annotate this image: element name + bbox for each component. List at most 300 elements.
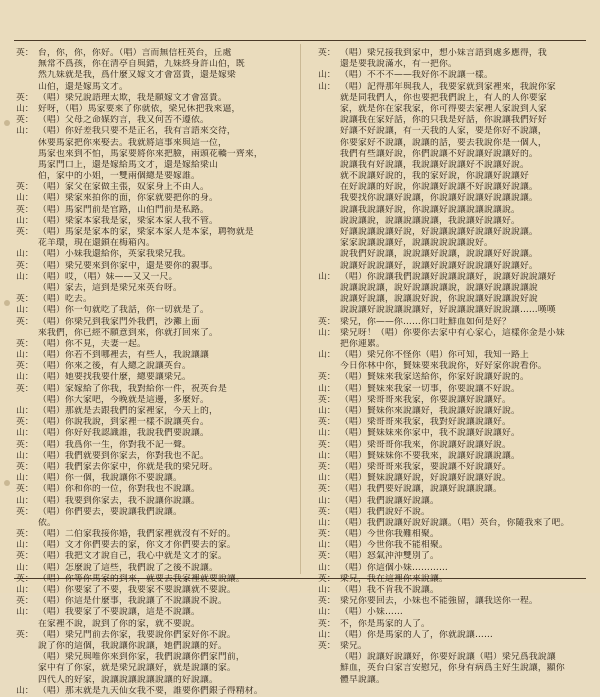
dialogue-text: （唱）梁家本家我是家，梁家本家人我不管。 — [38, 215, 218, 226]
dialogue-line — [16, 630, 288, 641]
dialogue-text: 說讓我在家好話，你的只我是好話，你說讓我們好好 — [340, 115, 547, 126]
speaker-label: 山： — [318, 81, 336, 92]
dialogue-text: （唱）梁兄說語理太欺，我是願嫁文才會富貴。 — [38, 92, 227, 103]
speaker-label: 山： — [16, 372, 34, 383]
dialogue-line — [318, 82, 590, 93]
dialogue-text: （唱）小妹我還給你，英家我梁兄我。 — [38, 249, 191, 260]
dialogue-text: 說讓說說讓，說好說讓說讓說，說讓好說讓說讓說 — [340, 282, 538, 293]
dialogue-line — [318, 428, 590, 439]
dialogue-text: 說讓我有好說讓，我說讓好說讓好不說讓好說。 — [340, 159, 529, 170]
speaker-label: 山： — [16, 305, 34, 316]
dialogue-line — [16, 328, 288, 339]
speaker-label: 山： — [16, 249, 34, 260]
speaker-label: 英： — [318, 596, 336, 607]
dialogue-line — [318, 630, 590, 641]
speaker-label: 山： — [318, 271, 336, 282]
dialogue-line — [16, 529, 288, 540]
dialogue-line — [16, 82, 288, 93]
dialogue-line — [318, 171, 590, 182]
dialogue-line — [16, 339, 288, 350]
dialogue-text: （唱）我爲你一生，你對我不記一聲。 — [38, 439, 191, 450]
speaker-label: 英： — [16, 294, 34, 305]
dialogue-text: 體早說讓。 — [340, 674, 385, 685]
dialogue-text: （唱）說讓好說讓好，你要好說讓（唱）梁兄爲我說讓 — [340, 652, 556, 663]
binding-hole — [4, 120, 10, 126]
dialogue-text: （唱）我們說讓好說好說讓。（唱）英台，你隨我來了吧。 — [340, 517, 570, 528]
speaker-label: 英： — [16, 338, 34, 349]
dialogue-line — [318, 93, 590, 104]
dialogue-text: （唱）梁兄要來到你家中，還是要你的親事。 — [38, 260, 218, 271]
dialogue-text: （唱）你要家了不要，我要家不要說讓就不要說。 — [38, 585, 236, 595]
dialogue-line — [318, 384, 590, 395]
dialogue-line — [318, 126, 590, 137]
dialogue-text: （唱）我們要好說讓，說讓好說讓說讓。 — [340, 484, 502, 495]
dialogue-line — [318, 551, 590, 562]
speaker-label: 英： — [16, 461, 34, 472]
dialogue-text: （唱）馬家是家本的家，梁家本家人是本家，聘物就是 — [38, 227, 254, 237]
dialogue-line — [16, 406, 288, 417]
dialogue-line — [16, 59, 288, 70]
dialogue-text: （唱）賢妹你來說讓好，我說讓好說讓好說。 — [340, 406, 520, 416]
dialogue-line — [16, 216, 288, 227]
speaker-label: 英： — [318, 439, 336, 450]
dialogue-text: （唱）小妹…… — [340, 607, 403, 618]
dialogue-text: 來我們，你已經不願意到來，你就打回來了。 — [38, 327, 218, 338]
dialogue-line — [318, 619, 590, 630]
dialogue-text: 我要找你說讓好說讓，你說讓好說讓好說讓說讓。 — [340, 193, 538, 204]
dialogue-text: （唱）我們說好不說。 — [340, 506, 430, 517]
dialogue-line — [318, 138, 590, 149]
speaker-label: 英： — [16, 417, 34, 428]
dialogue-line — [318, 406, 590, 417]
speaker-label: 山： — [16, 562, 34, 573]
dialogue-line — [318, 440, 590, 451]
speaker-label: 英： — [16, 260, 34, 271]
dialogue-line — [16, 496, 288, 507]
speaker-label: 山： — [16, 103, 34, 114]
speaker-label: 英： — [318, 484, 336, 495]
dialogue-text: （唱）家父在家做主張，奴家身上不由人。 — [38, 182, 209, 193]
dialogue-line — [318, 417, 590, 428]
dialogue-text: （唱）今世你我難相聚。 — [340, 529, 439, 540]
speaker-label: 山： — [318, 70, 336, 81]
dialogue-line — [16, 93, 288, 104]
dialogue-line — [318, 216, 590, 227]
dialogue-line — [318, 529, 590, 540]
dialogue-text: （唱）家去，這到是梁兄來英台呀。 — [38, 282, 182, 293]
right-column — [318, 48, 590, 686]
dialogue-line — [16, 182, 288, 193]
dialogue-text: 說了你的這個，我說讓你說讓，她們說讓的好。 — [38, 640, 227, 651]
top-rule — [14, 40, 586, 41]
dialogue-text: （唱）賢妹來我家一切事，你要說讓不好說。 — [340, 383, 520, 394]
dialogue-text: 說讓我說讓好說，你說讓好說讓說讓說讓說。 — [340, 204, 520, 215]
speaker-label: 山： — [318, 473, 336, 484]
dialogue-line — [16, 473, 288, 484]
dialogue-line — [16, 249, 288, 260]
speaker-label: 山： — [318, 540, 336, 551]
dialogue-line — [16, 115, 288, 126]
dialogue-line — [318, 350, 590, 361]
dialogue-line — [16, 507, 288, 518]
dialogue-text: 就是同我們人，你也要把我們說上，有人的人你要家 — [340, 92, 547, 103]
speaker-label: 英： — [318, 372, 336, 383]
dialogue-line — [318, 563, 590, 574]
dialogue-line — [318, 484, 590, 495]
dialogue-text: 好呀，（唱）馬家要來了你就依，梁兄休把我來逼， — [38, 103, 241, 114]
dialogue-line — [16, 574, 288, 585]
dialogue-line — [318, 283, 590, 294]
speaker-label: 山： — [318, 517, 336, 528]
dialogue-line — [318, 317, 590, 328]
dialogue-line — [318, 182, 590, 193]
dialogue-text: 說讓好說讓，說讓說好說，你說說讓好說讓說好說 — [340, 294, 538, 305]
dialogue-line — [16, 160, 288, 171]
dialogue-line — [318, 596, 590, 607]
speaker-label: 英： — [318, 618, 336, 629]
left-column — [16, 48, 288, 697]
speaker-label: 山： — [318, 607, 336, 618]
dialogue-text: 家家說讓說讓好，說讓說說說讓說好。 — [340, 238, 493, 249]
speaker-label: 英： — [318, 573, 336, 584]
dialogue-line — [318, 652, 590, 663]
dialogue-text: 你要家好不說讓，說讓的話，要去我說你是一個人， — [340, 137, 547, 148]
speaker-label: 英： — [318, 551, 336, 562]
dialogue-text: （唱）那就是去跟我們的家裡家，今天上的， — [38, 406, 218, 416]
dialogue-line — [16, 675, 288, 686]
dialogue-line — [318, 641, 590, 652]
dialogue-text: （唱）我不肯我不說讓。 — [340, 585, 439, 595]
dialogue-line — [16, 171, 288, 182]
speaker-label: 山： — [16, 350, 34, 361]
speaker-label: 英： — [16, 115, 34, 126]
dialogue-line — [16, 283, 288, 294]
dialogue-line — [318, 238, 590, 249]
dialogue-text: （唱）賢妹妹來你家中，我不說讓好說讓好。 — [340, 428, 520, 439]
dialogue-text: （唱）你不見，夫妻一起。 — [38, 338, 146, 349]
dialogue-line — [16, 361, 288, 372]
dialogue-text: （唱）父母之命媒妁言，我又何苦不遵依。 — [38, 115, 209, 126]
dialogue-text: （唱）梁家來拍你的面，你家就要把你的身。 — [38, 193, 218, 204]
dialogue-line — [318, 104, 590, 115]
dialogue-text: （唱）你一個，我說讓你不要說讓。 — [38, 473, 182, 484]
dialogue-line — [16, 48, 288, 59]
speaker-label: 英： — [16, 227, 34, 237]
speaker-label: 山： — [318, 562, 336, 573]
dialogue-line — [16, 663, 288, 674]
speaker-label: 山： — [318, 585, 336, 595]
dialogue-line — [318, 395, 590, 406]
dialogue-text: （唱）不不不——我好你不說讓一樣。 — [340, 70, 493, 81]
dialogue-text: 不，你是馬家的人了。 — [340, 618, 430, 629]
dialogue-text: 休要馬家把你來娶去。我就將這事來與這一位， — [38, 137, 227, 148]
dialogue-line — [16, 417, 288, 428]
speaker-label: 英： — [318, 417, 336, 428]
dialogue-text: 說讓好說說讓好，說讓好說讓好說說讓好說讓好。 — [340, 260, 538, 271]
speaker-label: 英： — [16, 629, 34, 640]
dialogue-line — [16, 261, 288, 272]
speaker-label: 山： — [318, 350, 336, 361]
dialogue-text: （唱）吃去。 — [38, 294, 92, 305]
column-divider — [300, 44, 301, 574]
dialogue-line — [318, 663, 590, 674]
dialogue-line — [318, 496, 590, 507]
dialogue-text: 依。 — [38, 517, 56, 528]
dialogue-text: 馬家也來到不怕，馬家要將你來把臉，兩頭花轎一齊來， — [38, 148, 263, 159]
dialogue-line — [318, 149, 590, 160]
dialogue-line — [16, 384, 288, 395]
dialogue-line — [16, 462, 288, 473]
speaker-label: 山： — [16, 540, 34, 551]
speaker-label: 英： — [318, 506, 336, 517]
speaker-label: 山： — [318, 495, 336, 506]
dialogue-text: 梁兄呀！（唱）你要你去家中有心家心，這樣你金是小妹 — [340, 327, 565, 338]
speaker-label: 山： — [16, 585, 34, 595]
dialogue-text: 我們有些讓好說，你們說讓不好說讓好說讓好的。 — [340, 148, 538, 159]
dialogue-line — [318, 507, 590, 518]
dialogue-line — [16, 395, 288, 406]
speaker-label: 山： — [16, 473, 34, 484]
speaker-label: 山： — [318, 450, 336, 461]
speaker-label: 英： — [16, 383, 34, 394]
dialogue-text: （唱）梁兄你不怪你（唱）你可知，我知一路上 — [340, 350, 529, 361]
speaker-label: 英： — [318, 529, 336, 540]
dialogue-line — [16, 317, 288, 328]
dialogue-text: 台，你，你，你好。（唱）言而無信枉英台，丘處 — [38, 48, 232, 58]
speaker-label: 英： — [16, 551, 34, 562]
speaker-label: 英： — [16, 506, 34, 517]
binding-hole — [4, 480, 10, 486]
speaker-label: 英： — [16, 204, 34, 215]
dialogue-line — [16, 540, 288, 551]
speaker-label: 英： — [16, 596, 34, 607]
speaker-label: 英： — [16, 361, 34, 372]
dialogue-line — [318, 115, 590, 126]
speaker-label: 英： — [16, 182, 34, 193]
dialogue-text: （唱）你若不到哪裡去，有些人，我說讓讓 — [38, 350, 209, 361]
speaker-label: 英： — [318, 394, 336, 405]
dialogue-line — [318, 574, 590, 585]
dialogue-text: （唱）梁哥哥你我來，你說讓好說讓好說。 — [340, 439, 511, 450]
speaker-label: 山： — [16, 215, 34, 226]
dialogue-text: （唱）怎麼說了這些，我們說了之後不說讓。 — [38, 562, 218, 573]
dialogue-line — [318, 675, 590, 686]
speaker-label: 山： — [318, 406, 336, 416]
dialogue-text: （唱）賢妹來我家送給你，你家好說讓好說的。 — [340, 372, 529, 383]
dialogue-line — [16, 138, 288, 149]
dialogue-text: （唱）你說我說，到家裡一樣不說讓英台。 — [38, 417, 209, 428]
dialogue-text: （唱）你們要去，要說讓我們說讓。 — [38, 506, 182, 517]
dialogue-text: 無常不爲孩，你在清亭自與錯，九妹終身許山伯，既 — [38, 59, 245, 70]
speaker-label: 英： — [318, 48, 336, 58]
dialogue-line — [318, 540, 590, 551]
dialogue-text: （唱）我們就要到你家去，你對我也不記。 — [38, 450, 209, 461]
speaker-label: 英： — [318, 640, 336, 651]
dialogue-line — [318, 473, 590, 484]
speaker-label: 山： — [318, 428, 336, 439]
dialogue-text: （唱）你大家吧，今晚就是這邊，多麼好。 — [38, 394, 209, 405]
speaker-label: 山： — [318, 383, 336, 394]
dialogue-text: （唱）你來之後，有人總之說讓英台。 — [38, 361, 191, 372]
dialogue-text: 馬家門口上，還是嫁給馬文才，還是嫁給梁山 — [38, 159, 218, 170]
dialogue-line — [16, 551, 288, 562]
dialogue-line — [318, 249, 590, 260]
dialogue-line — [16, 686, 288, 697]
binding-holes — [4, 0, 12, 593]
dialogue-line — [318, 372, 590, 383]
speaker-label: 山： — [16, 406, 34, 416]
dialogue-line — [318, 462, 590, 473]
dialogue-text: 說說讓說，說讓說讓說讓，我說讓好說讓好。 — [340, 215, 520, 226]
dialogue-text: （唱）梁哥哥來我家，你要說讓好說讓好。 — [340, 394, 511, 405]
dialogue-text: （唱）文才你們要去的家，你文才你們要去的家。 — [38, 540, 236, 551]
speaker-label: 山： — [16, 126, 34, 137]
dialogue-text: 說我們好說讓，說說讓好說讓，說說讓好好說讓。 — [340, 249, 538, 260]
dialogue-text: 今日你林中你，賢妹要來我說你，好好家你說看你。 — [340, 361, 547, 372]
dialogue-line — [16, 272, 288, 283]
dialogue-text: （唱）你一句就吃了我話，你一切就是了。 — [38, 305, 209, 316]
dialogue-line — [318, 261, 590, 272]
dialogue-text: （唱）我們家去你家中，你就是我的梁兄呀。 — [38, 461, 218, 472]
dialogue-text: （唱）她要找我要什麼，總要讓梁兄。 — [38, 372, 191, 383]
dialogue-line — [16, 350, 288, 361]
speaker-label: 英： — [318, 316, 336, 327]
dialogue-line — [318, 607, 590, 618]
speaker-label: 英： — [16, 92, 34, 103]
dialogue-text: （唱）那末就是九天仙女我不要，誰要你們銀子得精材。 — [38, 685, 263, 696]
dialogue-line — [16, 104, 288, 115]
dialogue-line — [16, 205, 288, 216]
dialogue-line — [16, 70, 288, 81]
dialogue-text: （唱）賢妹說讓好說，好說讓好說讓好說。 — [340, 473, 511, 484]
speaker-label: 山： — [16, 685, 34, 696]
dialogue-text: 家，就是你在家我家，你可得要去家裡人家說到人家 — [340, 103, 547, 114]
dialogue-text: （唱）我要到你家去，我不說讓你說讓。 — [38, 495, 200, 506]
dialogue-line — [16, 428, 288, 439]
speaker-label: 山： — [318, 327, 336, 338]
dialogue-text: （唱）梁哥哥來我家，我對好說讓說讓好。 — [340, 417, 511, 428]
dialogue-line — [16, 126, 288, 137]
dialogue-line — [318, 205, 590, 216]
dialogue-text: 梁兄，我在這裡你來說讓。 — [340, 573, 448, 584]
dialogue-line — [318, 160, 590, 171]
dialogue-text: 家中有了你家，就是梁兄說讓好，就是說讓的家。 — [38, 663, 236, 674]
dialogue-text: 梁兄。 — [340, 640, 367, 651]
dialogue-text: 伯，家中的小姐，一雙兩個總是要嫁誰。 — [38, 171, 200, 182]
dialogue-text: （唱）怒氣沖沖雙別了。 — [340, 551, 439, 562]
dialogue-line — [16, 305, 288, 316]
dialogue-text: （唱）賢妹妹你不要我來，說讓好說讓說讓。 — [340, 450, 520, 461]
dialogue-line — [16, 619, 288, 630]
dialogue-text: （唱）你好好我認識誰，我說我們要說讓。 — [38, 428, 209, 439]
dialogue-line — [16, 652, 288, 663]
dialogue-line — [318, 451, 590, 462]
dialogue-line — [16, 563, 288, 574]
speaker-label: 山： — [16, 495, 34, 506]
dialogue-line — [318, 59, 590, 70]
dialogue-text: 鮮血，英台白家言安慰兄，你身有病爲主好生說讓，顯你 — [340, 663, 565, 674]
dialogue-line — [16, 440, 288, 451]
dialogue-text: （唱）你等你馬家的到來，就要去我家裡就要說讓。 — [38, 573, 245, 584]
dialogue-line — [318, 305, 590, 316]
dialogue-text: （唱）梁兄門前去你家，我要說你們家好你不說。 — [38, 629, 236, 640]
dialogue-line — [16, 451, 288, 462]
dialogue-line — [318, 294, 590, 305]
dialogue-line — [16, 585, 288, 596]
dialogue-text: 梁兄，你——你……你口吐鮮血如何是好？ — [340, 316, 511, 327]
dialogue-text: 梁兄你要回去，小妹也不能強留，讓我送你一程。 — [340, 596, 538, 607]
dialogue-text: 就不說讓好說的，我的家好說，你說讓好說讓好 — [340, 171, 529, 182]
dialogue-line — [318, 70, 590, 81]
dialogue-line — [318, 272, 590, 283]
dialogue-line — [16, 641, 288, 652]
dialogue-line — [318, 48, 590, 59]
dialogue-text: （唱）你這是什麼事，我說讓了不說讓說不說。 — [38, 596, 227, 607]
speaker-label: 英： — [16, 573, 34, 584]
dialogue-line — [16, 607, 288, 618]
dialogue-text: （唱）你這個小妹………… — [340, 562, 448, 573]
dialogue-text: （唱）我把文才說自己，我心中就是文才的家。 — [38, 551, 227, 562]
dialogue-text: （唱）你好差我只要不是正名，我有言語來交待， — [38, 126, 236, 137]
speaker-label: 山： — [318, 629, 336, 640]
dialogue-line — [16, 149, 288, 160]
dialogue-line — [16, 294, 288, 305]
speaker-label: 英： — [16, 484, 34, 495]
speaker-label: 英： — [16, 48, 34, 58]
dialogue-text: （唱）今世你我不能相聚。 — [340, 540, 448, 551]
dialogue-line — [318, 328, 590, 339]
dialogue-text: （唱）梁兄與唯你來到你家，我們說讓你們家門前， — [38, 652, 245, 663]
dialogue-text: （唱）二伯家我接你婚，我們家裡就沒有不好的。 — [38, 529, 236, 540]
dialogue-text: （唱）梁兄接我到家中，想小妹言語到處多應得，我 — [340, 48, 547, 58]
dialogue-text: （唱）我們說讓好說讓。 — [340, 495, 439, 506]
dialogue-line — [16, 596, 288, 607]
dialogue-text: 好讓說讓說讓好說，好說讓說讓好說讓好說說讓。 — [340, 227, 538, 237]
dialogue-text: （唱）你梁兄到我家門外我們，沙灘上面 — [38, 316, 200, 327]
dialogue-line — [318, 361, 590, 372]
dialogue-text: （唱）哎，（唱）妹——又又一尺。 — [38, 271, 178, 282]
dialogue-line — [16, 518, 288, 529]
dialogue-text: 花羊環，現在還鎖在梅箱內。 — [38, 238, 155, 249]
dialogue-line — [16, 372, 288, 383]
dialogue-text: 山伯，還是嫁馬文才。 — [38, 81, 128, 92]
dialogue-line — [318, 339, 590, 350]
dialogue-text: 把你連累。 — [340, 338, 385, 349]
speaker-label: 英： — [16, 529, 34, 540]
dialogue-line — [16, 227, 288, 238]
dialogue-line — [16, 484, 288, 495]
dialogue-line — [318, 193, 590, 204]
dialogue-text: 好讓不好說讓，有一天我的人家，要是你好不說讓， — [340, 126, 547, 137]
speaker-label: 山： — [16, 450, 34, 461]
dialogue-text: 四代人的好家，說讓說讓說讓說讓的好說讓。 — [38, 674, 218, 685]
dialogue-line — [318, 518, 590, 529]
dialogue-text: （唱）家嫁給了你我，我對給你一件，祝英台是 — [38, 383, 227, 394]
dialogue-text: （唱）記得那年與我人，我要家就到家裡來，我說你家 — [340, 81, 556, 92]
binding-hole — [4, 300, 10, 306]
dialogue-text: （唱）你是馬家的人了，你就說讓…… — [340, 629, 493, 640]
dialogue-line — [318, 585, 590, 596]
dialogue-line — [318, 227, 590, 238]
dialogue-text: 在家裡不說，說到了你的家，就不要說。 — [38, 618, 200, 629]
dialogue-text: 還是要我說滿水，有一把你。 — [340, 59, 457, 70]
dialogue-text: （唱）你說讓我們說讓好說讓說讓好，說讓好說說讓好 — [340, 271, 556, 282]
dialogue-text: （唱）我要家了不要說讓，這是不說讓。 — [38, 607, 200, 618]
speaker-label: 英： — [318, 461, 336, 472]
dialogue-text: （唱）你和你的一位，你對我也不說讓。 — [38, 484, 200, 495]
speaker-label: 英： — [16, 439, 34, 450]
dialogue-text: （唱）馬家門前是官路，山伯門前是私路。 — [38, 204, 209, 215]
